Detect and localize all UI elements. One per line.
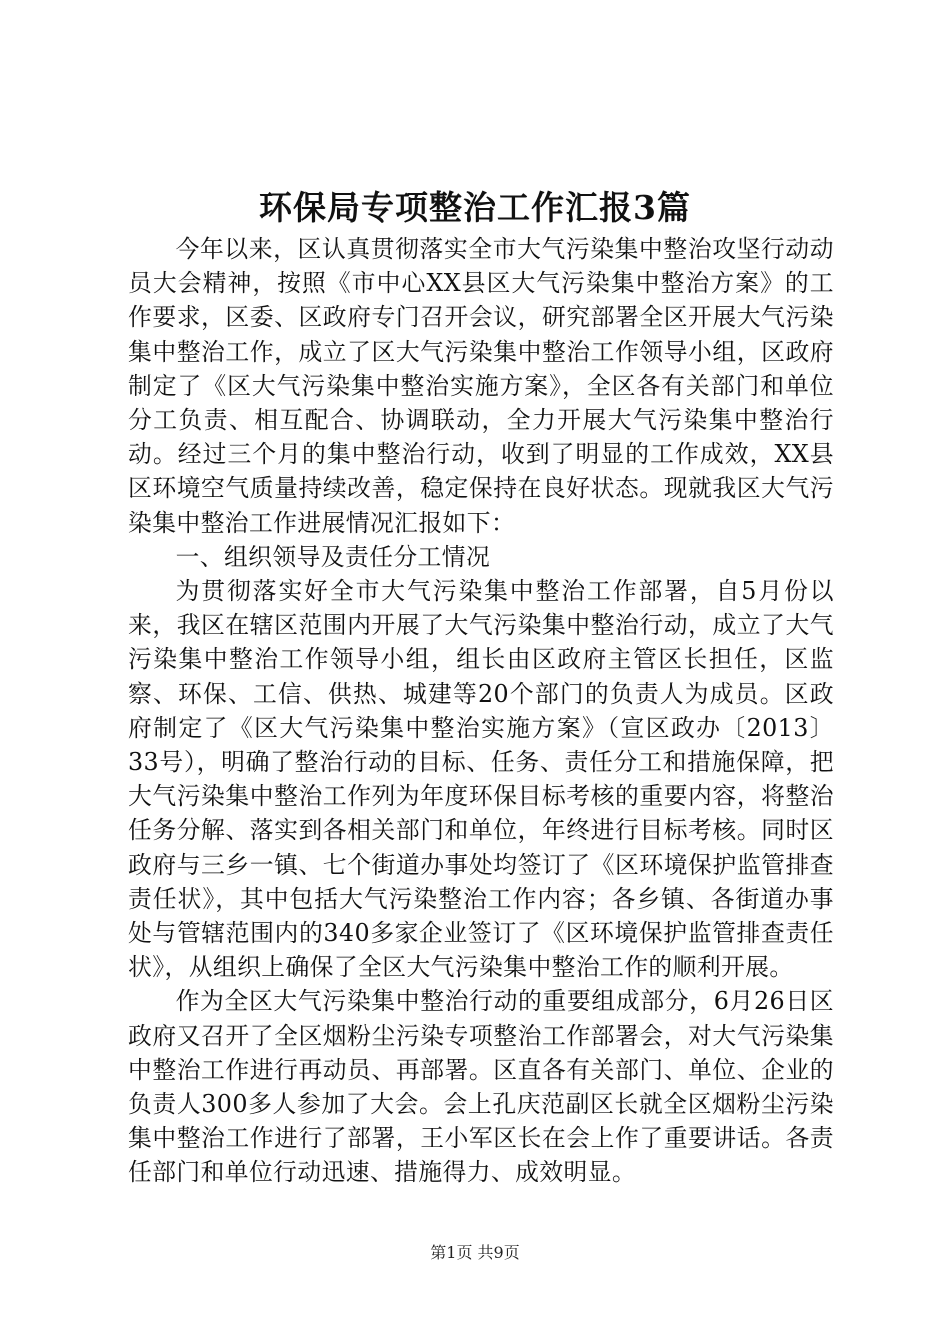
paragraph-intro: 今年以来，区认真贯彻落实全市大气污染集中整治攻坚行动动员大会精神，按照《市中心XX县区大气污染集中整治方案》的工作要求，区委、区政府专门召开会议，研究部署全区开展大气污染集中整治工作，成立了区大气污染集中整治工作领导小组，区政府制定了《区大气污染集中整治实施方案》，全区各有关部门和单位分工负责、相互配合、协调联动，全力开展大气污染集中整治行动。经过三个月的集中整治行动，收到了明显的工作成效，XX县区环境空气质量持续改善，稳定保持在良好状态。现就我区大气污染集中整治工作进展情况汇报如下： bbox=[128, 235, 834, 537]
document-body bbox=[128, 232, 834, 1190]
section-heading: 一、组织领导及责任分工情况 bbox=[175, 542, 491, 571]
paragraph-deployment: 作为全区大气污染集中整治行动的重要组成部分，6月26日区政府又召开了全区烟粉尘污染专项整治工作部署会，对大气污染集中整治工作进行再动员、再部署。区直各有关部门、单位、企业的负责人300多人参加了大会。会上孔庆范副区长就全区烟粉尘污染集中整治工作进行了部署，王小军区长在会上作了重要讲话。各责任部门和单位行动迅速、措施得力、成效明显。 bbox=[128, 987, 834, 1187]
document-title: 环保局专项整治工作汇报3篇 bbox=[259, 188, 691, 227]
paragraph-organization: 为贯彻落实好全市大气污染集中整治工作部署，自5月份以来，我区在辖区范围内开展了大气污染集中整治行动，成立了大气污染集中整治工作领导小组，组长由区政府主管区长担任，区监察、环保、工信、供热、城建等20个部门的负责人为成员。区政府制定了《区大气污染集中整治实施方案》（宣区政办〔2013〕33号），明确了整治行动的目标、任务、责任分工和措施保障，把大气污染集中整治工作列为年度环保目标考核的重要内容，将整治任务分解、落实到各相关部门和单位，年终进行目标考核。同时区政府与三乡一镇、七个街道办事处均签订了《区环境保护监管排查责任状》，其中包括大气污染整治工作内容；各乡镇、各街道办事处与管辖范围内的340多家企业签订了《区环境保护监管排查责任状》，从组织上确保了全区大气污染集中整治工作的顺利开展。 bbox=[128, 577, 834, 982]
page-footer: 第1页 共9页 bbox=[430, 1243, 520, 1262]
